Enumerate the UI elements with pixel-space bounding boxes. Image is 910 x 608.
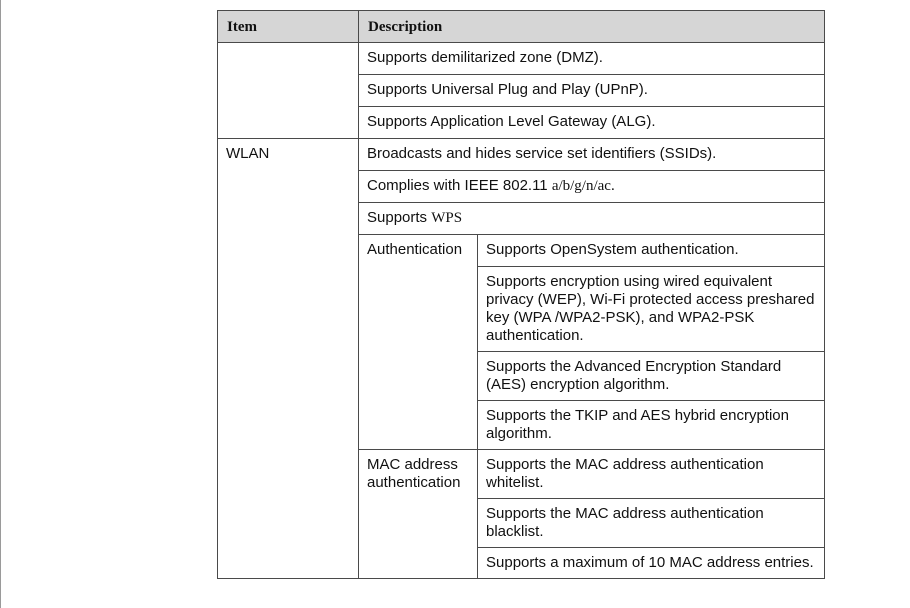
table-header-row [218,11,825,43]
description-tkip: Supports the TKIP and AES hybrid encryption algorithm. [478,401,825,450]
description-mac-max: Supports a maximum of 10 MAC address entries. [478,548,825,579]
description-wep-wpa: Supports encryption using wired equivalent privacy (WEP), Wi-Fi protected access preshared key (WPA /WPA2-PSK), and WPA2-PSK authentication. [478,267,825,352]
description-alg: Supports Application Level Gateway (ALG). [359,107,825,139]
description-ssid: Broadcasts and hides service set identifiers (SSIDs). [359,139,825,171]
description-dmz: Supports demilitarized zone (DMZ). [359,43,825,75]
description-mac-blacklist: Supports the MAC address authentication blacklist. [478,499,825,548]
header-description: Description [359,11,825,43]
page-left-border [0,0,1,608]
specification-table [217,10,825,579]
wps-term: WPS [431,210,463,226]
description-upnp: Supports Universal Plug and Play (UPnP). [359,75,825,107]
description-mac-whitelist: Supports the MAC address authentication whitelist. [478,450,825,499]
description-opensystem: Supports OpenSystem authentication. [478,235,825,267]
description-wps [359,203,825,235]
table-row [218,43,825,75]
description-aes: Supports the Advanced Encryption Standard (AES) encryption algorithm. [478,352,825,401]
ieee-prefix: Complies with IEEE 802.11 [367,177,552,194]
ieee-standards: a/b/g/n/ac. [551,178,615,194]
wps-prefix: Supports [367,209,432,226]
item-cell-empty [218,43,359,139]
header-item: Item [218,11,359,43]
description-ieee [359,171,825,203]
subitem-mac-authentication: MAC address authentication [359,450,478,579]
table-row [218,139,825,171]
subitem-authentication: Authentication [359,235,478,450]
item-wlan: WLAN [218,139,359,579]
